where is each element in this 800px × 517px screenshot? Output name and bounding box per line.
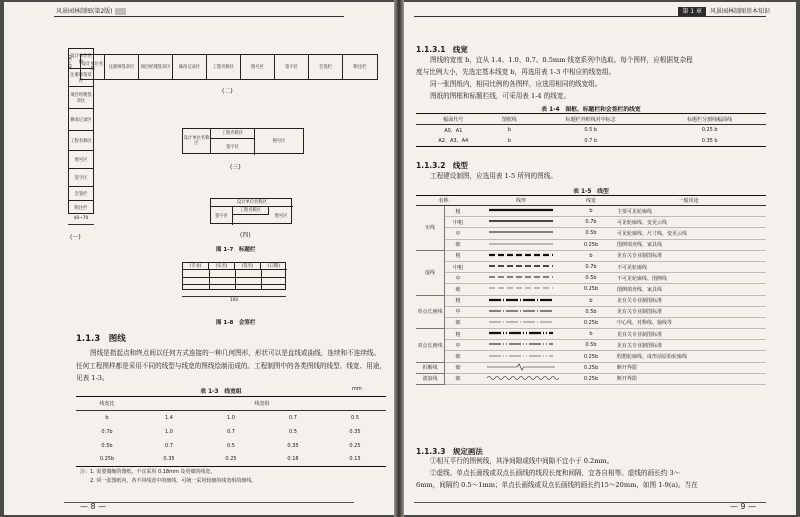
table-row: 细 0.25b 图例填充线、家具线 [416,284,766,295]
tb-v-cell: 项目经理签章区 [69,87,93,109]
table-row: 中 0.5b 可见轮廓线、尺寸线、变更云线 [416,228,766,239]
tb-h-cell: 工程名称区 [207,55,241,79]
tb-h-cell: 项目经理签章区 [139,55,173,79]
table-row: 0.7b 1.0 0.7 0.5 0.35 [101,428,361,435]
dim-line [182,296,286,297]
tb-v-cell: 注册师签章区 [69,69,93,87]
fig-label-2: (二) [222,88,233,95]
line-sample [481,374,561,382]
tb3-cell: 图号区 [272,138,286,144]
tb-h-cell: 注册师签章区 [105,55,139,79]
line-sample [481,228,561,236]
section-heading: 1.1.3.1 线宽 [416,45,468,54]
dim-line [68,224,94,225]
title-block-vertical [68,48,94,214]
table-row: A2、A3、A4 b 0.7 b 0.35 b [438,137,718,145]
line-sample [481,273,561,281]
table-row: 中粗 0.7b 不可见轮廓线 [416,261,766,272]
countersign-block [182,262,286,290]
line-type-name: 折断线 [416,362,445,373]
tb-v-cell: 签字区 [69,169,93,187]
line-type-name: 实线 [416,206,445,251]
table-row: 中 0.5b 见有关专业制图标准 [416,306,766,317]
table-row: 单点长画线 粗 b 见有关专业制图标准 [416,295,766,306]
dim-label: 30~50 [68,54,74,70]
tb3-cell: 设计单位名称区 [183,129,211,153]
table-row: 波浪线 细 0.25b 断开界限 [416,373,766,384]
footer-rule [64,502,354,503]
line-width-table [76,396,386,467]
tb-v-cell: 修改记录区 [69,109,93,131]
fig-label-1: (一) [70,234,81,241]
tb-h-cell: 修改记录区 [173,55,207,79]
left-running-header: 风景园林制图(第2版) [56,6,126,15]
tb3-cell: 签字区 [211,139,255,155]
line-sample [481,262,561,270]
dim-label: 100 [229,298,239,303]
table-note: 2. 同一张图纸内，各不同线宽中的细线，可统一采用较细的线宽组的细线。 [90,478,257,484]
line-type-name: 虚线 [416,250,445,295]
line-sample [481,340,561,348]
line-sample [481,251,561,259]
title-block-3 [182,128,304,154]
table-row: 虚线 粗 b 见有关专业制图标准 [416,250,766,261]
line-type-name: 波浪线 [416,373,445,384]
line-sample [481,329,561,337]
tb4-cell: 工程名称区 [233,207,269,215]
table-row: 中 0.5b 见有关专业制图标准 [416,340,766,351]
section-heading: 1.1.3 图线 [76,334,126,344]
section-heading: 1.1.3.3 规定画法 [416,447,483,456]
title-block-4 [210,198,292,224]
body-line: ①相互平行的图例线，其净间隙或线中间隙不宜小于 0.2mm。 [430,457,614,465]
table-row: 细 0.25b 图例填充线、家具线 [416,239,766,250]
header-rule [414,16,766,17]
line-type-name: 单点长画线 [416,295,445,329]
tb-h-cell: 设计单位名称 [81,55,105,79]
table-caption: 表 1-4 图框、标题栏和会签栏的线宽 [541,107,641,113]
dim-label: 40~70 [73,216,89,221]
table-row: 双点长画线 粗 b 见有关专业制图标准 [416,329,766,340]
line-sample [481,206,561,214]
cs-cell: (实名) [209,263,235,270]
fig-label-3: (三) [230,164,241,171]
tb-h-cell: 附注栏 [353,64,367,70]
table-caption: 表 1-5 线型 [573,189,609,195]
table-header: 线宽组 [138,397,386,411]
cs-cell: (日期) [261,263,287,270]
tb-v-cell: 附注栏 [74,206,88,211]
table-row: 中 0.5b 不可见轮廓线、图例线 [416,273,766,284]
line-type-name: 双点长画线 [416,329,445,363]
line-sample [481,363,561,371]
table-unit: mm [352,386,362,392]
tb-h-cell: 签字区 [275,55,309,79]
right-running-header: 第 1 章 风景园林制图基本知识 [678,6,770,15]
table-note: 注：1. 需要微缩的图纸，不宜采用 0.18mm 及更细的线宽。 [80,469,216,475]
footer-rule [414,502,766,503]
fig-label-4: (四) [240,232,251,239]
line-type-table: 名称 线形 线宽 一般用途 实线 粗 b 主要可见轮廓线 中粗 0.7b 可见轮廓线、变更云线 中 0.5b 可见轮廓线、尺寸线、变更云线 细 0.25b 图例填充线、家具线 虚线 粗 b 见有关专业制图标准 中粗 0.7b 不可见轮廓线 中 0.5b 不可见轮廓线、图例线 细 0.25b 图例填充线、家具线 单点长画线 粗 b 见有关专业制图标准 中 0.5b 见有关专业制图标准 细 0.25b 中心线、对称线、轴线等 双点长画线 粗 b 见有关专业制图标准 中 0.5b 见有关专业制图标准 细 0.25b 假想轮廓线、成形前原始轮廓线 折断线 细 0.25b 断开界限 波浪线 细 0.25b 断开界限 [416,195,766,385]
tb-h-cell: 会签栏 [309,55,343,79]
cs-cell: (签名) [235,263,261,270]
figure-caption: 图 1-8 会签栏 [216,320,256,326]
line-sample [481,296,561,304]
title-block-horizontal [80,54,378,80]
cs-cell: (专业) [183,263,209,270]
line-sample [481,352,561,360]
page-number: — 8 — [80,502,107,511]
body-line: 6mm，间隔约 0.5～1mm；单点长画线或双点长画线的画长约15～20mm，如图 1-9(a)。当在 [416,481,698,489]
figure-caption: 图 1-7 标题栏 [216,247,256,253]
tb-v-cell: 工程名称区 [69,131,93,151]
tb4-cell: 签字区 [211,207,233,225]
body-line: 图纸的图框和标题栏线，可采用表 1-4 的线宽。 [430,92,571,100]
tb-v-cell: 会签栏 [69,187,93,201]
line-sample [481,284,561,292]
body-line: 图线的宽度 b，宜从 1.4、1.0、0.7、0.5mm 线宽系列中选取。每个图样，应根据复杂程 [430,56,693,64]
table-caption: 表 1-3 线宽组 [200,389,242,395]
tb-v-cell: 设计单位名称 [69,49,93,69]
table-row: 中粗 0.7b 可见轮廓线、变更云线 [416,217,766,228]
left-page [4,2,394,515]
tb-v-cell: 图号区 [69,151,93,169]
line-sample [481,217,561,225]
tb3-cell: 工程名称区 [211,129,255,139]
frame-width-table: 幅面代号 图框线 标题栏外框线对中标志 标题栏分割线幅面线 A0、A1 b 0.5 b 0.25 b A2、A3、A4 b 0.7 b 0.35 b [416,113,766,147]
right-page [404,2,796,515]
line-sample [481,307,561,315]
body-line: 度与比例大小，先选定基本线宽 b，再选用表 1-3 中相应的线宽组。 [416,68,616,76]
tb4-cell: 设计单位名称区 [211,199,293,207]
page-number: — 9 — [729,502,756,511]
table-row: A0、A1 b 0.5 b 0.25 b [444,127,718,134]
table-row: 0.5b 0.7 0.5 0.35 0.25 [101,442,361,449]
body-paragraph: 图线是指起点和终点间以任何方式连接的一种几何图形，形状可以是直线或曲线，连续和不连续线。任何工程图样都是采用不同的线型与线宽的图线绘制而成的。工程制图中的各类图线的线型、线宽、用途，见表 1-3。 [76,349,386,382]
book-gutter [394,0,404,517]
body-line: 工程建设制图，应选用表 1-5 所列的图线。 [430,172,557,180]
table-row: 0.25b 0.35 0.25 0.18 0.13 [99,456,361,463]
section-heading: 1.1.3.2 线型 [416,161,468,170]
table-row: b 1.4 1.0 0.7 0.5 [105,414,359,421]
tb-h-cell: 图号区 [241,55,275,79]
table-row: 细 0.25b 中心线、对称线、轴线等 [416,317,766,328]
table-row: 细 0.25b 假想轮廓线、成形前原始轮廓线 [416,351,766,362]
table-header: 线宽比 [76,397,138,411]
table-row: 实线 粗 b 主要可见轮廓线 [416,206,766,217]
line-sample [481,240,561,248]
line-sample [481,318,561,326]
body-line: 同一张图纸内，相同比例的各图样，应选用相同的线宽组。 [430,80,602,88]
body-line: ②虚线、单点长画线或双点长画线的线段长度和间隔，宜各自相等。虚线的画长约 3～ [430,469,681,477]
tb4-cell: 图号区 [274,213,288,219]
table-row: 折断线 细 0.25b 断开界限 [416,362,766,373]
header-rule [54,16,344,17]
